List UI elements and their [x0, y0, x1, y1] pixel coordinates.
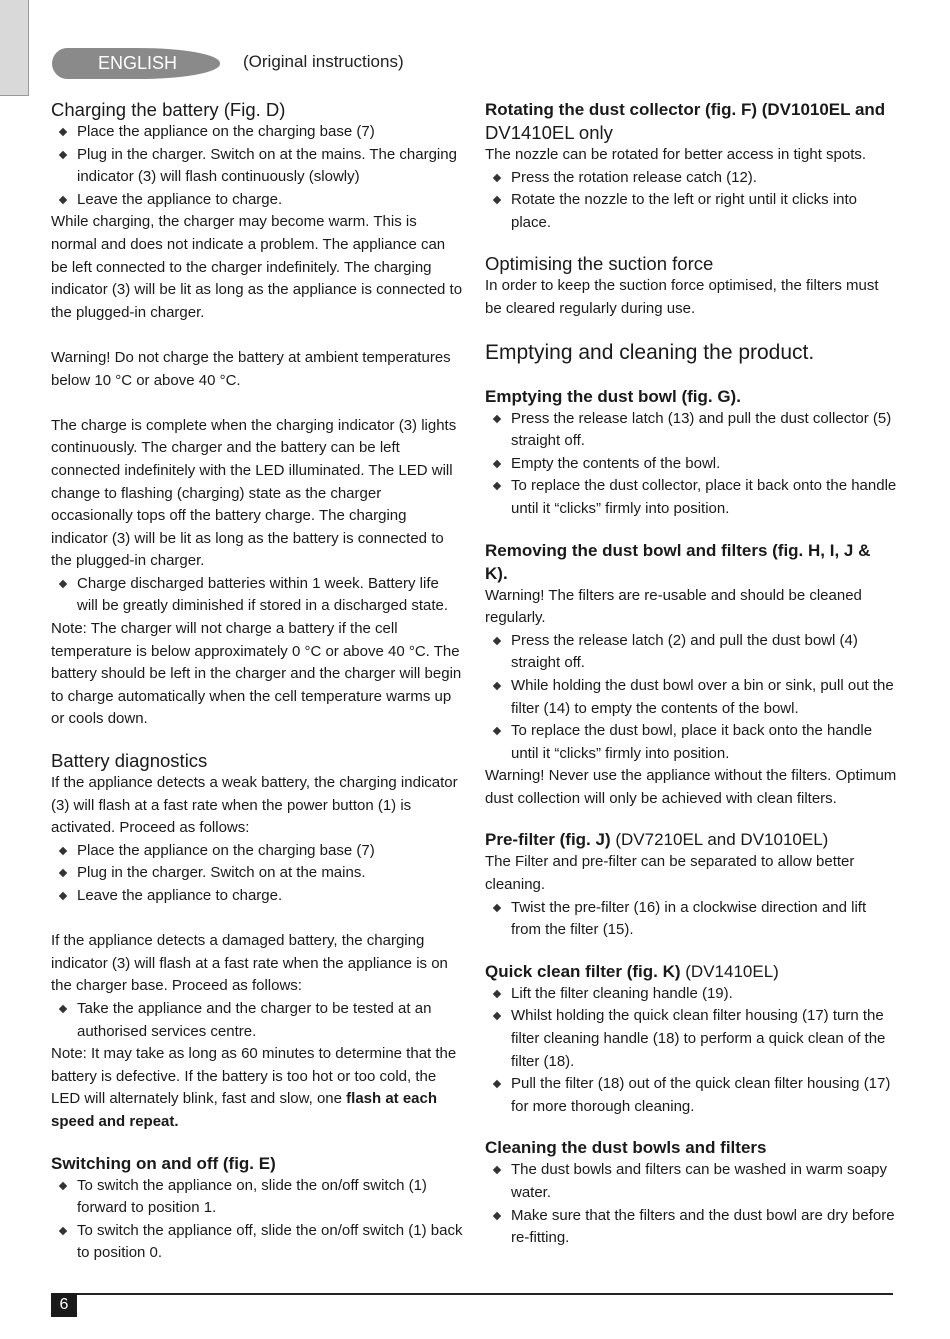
list-item: While holding the dust bowl over a bin or sink, pull out the filter (14) to empty the contents of the bowl. [485, 675, 897, 720]
diagnostics-steps-1 [51, 840, 463, 908]
warning-text: Do not charge the battery at ambient temperatures below 10 °C or above 40 °C. [51, 348, 451, 389]
note-charger: Note: The charger will not charge a battery if the cell temperature is below approximately 0 °C or above 40 °C. The battery should be left in the charger and the charger will begin to charge automatically when the cell temperature warms up or cools down. [51, 620, 462, 728]
original-instructions-label: (Original instructions) [243, 52, 404, 71]
quick-clean-title [485, 960, 897, 983]
complete-steps [51, 573, 463, 618]
prefilter-paragraph: The Filter and pre-filter can be separated to allow better cleaning. [485, 853, 855, 894]
list-item: Leave the appliance to charge. [51, 885, 463, 908]
prefilter-title-models: (DV7210EL and DV1010EL) [610, 830, 829, 850]
list-item: To replace the dust collector, place it back onto the handle until it “clicks” firmly into position. [485, 475, 897, 520]
list-item: The dust bowls and filters can be washed in warm soapy water. [485, 1159, 897, 1204]
warning-label: Warning! [51, 348, 111, 366]
optimising-title: Optimising the suction force [485, 253, 714, 275]
list-item: Press the rotation release catch (12). [485, 167, 897, 190]
removing-warning-2-label: Warning! [485, 767, 545, 785]
right-column [485, 98, 897, 1250]
warning-paragraph [51, 347, 463, 392]
list-item: Charge discharged batteries within 1 week. Battery life will be greatly diminished if stored in a discharged state. [51, 573, 463, 618]
list-item: To switch the appliance off, slide the on/off switch (1) back to position 0. [51, 1220, 463, 1265]
removing-warning-2-text: Never use the appliance without the filters. Optimum dust collection will only be achieved with clean filters. [485, 767, 897, 807]
charging-steps [51, 121, 463, 211]
cleaning-steps [485, 1159, 897, 1249]
charging-paragraph: While charging, the charger may become warm. This is normal and does not indicate a problem. The appliance can be left connected to the charger indefinitely. The charging indicator (3) will be lit as long as the appliance is connected to the plugged-in charger. [51, 213, 463, 321]
list-item: Leave the appliance to charge. [51, 189, 463, 212]
footer-rule [51, 1293, 893, 1295]
note-defective-text: Note: It may take as long as 60 minutes to determine that the battery is defective. If the battery is too hot or too cold, the LED will alternately blink, fast and slow, one [51, 1045, 457, 1108]
list-item: Press the release latch (13) and pull the dust collector (5) straight off. [485, 408, 897, 453]
list-item: Plug in the charger. Switch on at the mains. [51, 862, 463, 885]
cleaning-title: Cleaning the dust bowls and filters [485, 1138, 767, 1158]
charging-title: Charging the battery (Fig. D) [51, 99, 286, 120]
removing-warning [485, 585, 897, 630]
quick-clean-steps [485, 983, 897, 1119]
side-tab [0, 0, 29, 96]
list-item: To switch the appliance on, slide the on/off switch (1) forward to position 1. [51, 1175, 463, 1220]
list-item: Take the appliance and the charger to be tested at an authorised services centre. [51, 998, 463, 1043]
list-item: Twist the pre-filter (16) in a clockwise direction and lift from the filter (15). [485, 897, 897, 942]
dust-bowl-title: Emptying the dust bowl (fig. G). [485, 386, 741, 406]
diagnostics-title: Battery diagnostics [51, 750, 208, 772]
emptying-title: Emptying and cleaning the product. [485, 340, 815, 364]
list-item: Empty the contents of the bowl. [485, 453, 897, 476]
list-item: Press the release latch (2) and pull the dust bowl (4) straight off. [485, 630, 897, 675]
list-item: Lift the filter cleaning handle (19). [485, 983, 897, 1006]
list-item: Whilst holding the quick clean filter housing (17) turn the filter cleaning handle (18) to perform a quick clean of the filter (18). [485, 1005, 897, 1073]
removing-title: Removing the dust bowl and filters (fig. H, I, J & K). [485, 540, 871, 583]
switching-steps [51, 1175, 463, 1265]
left-column [51, 98, 463, 1265]
removing-warning-2 [485, 765, 897, 810]
list-item: Pull the filter (18) out of the quick clean filter housing (17) for more thorough cleaning. [485, 1073, 897, 1118]
language-label: ENGLISH [52, 48, 220, 79]
list-item: Place the appliance on the charging base (7) [51, 121, 463, 144]
rotate-steps [485, 167, 897, 235]
list-item: Rotate the nozzle to the left or right until it clicks into place. [485, 189, 897, 234]
diagnostics-paragraph-1: If the appliance detects a weak battery, the charging indicator (3) will flash at a fast rate when the power button (1) is activated. Proceed as follows: [51, 774, 458, 837]
prefilter-steps [485, 897, 897, 942]
prefilter-title-bold: Pre-filter (fig. J) [485, 830, 611, 850]
prefilter-title [485, 828, 897, 851]
quick-clean-title-bold: Quick clean filter (fig. K) [485, 961, 681, 981]
note-defective [51, 1043, 463, 1133]
quick-clean-title-model: (DV1410EL) [680, 961, 779, 981]
rotate-title: Rotating the dust collector (fig. F) (DV1010EL and [485, 100, 886, 119]
list-item: Plug in the charger. Switch on at the mains. The charging indicator (3) will flash continuously (slowly) [51, 144, 463, 189]
list-item: Make sure that the filters and the dust bowl are dry before re-fitting. [485, 1205, 897, 1250]
diagnostics-paragraph-2: If the appliance detects a damaged battery, the charging indicator (3) will flash at a fast rate when the appliance is on the charger base. Proceed as follows: [51, 932, 448, 995]
complete-paragraph: The charge is complete when the charging indicator (3) lights continuously. The charger and the battery can be left connected indefinitely with the LED illuminated. The LED will change to flashing (charging) state as the charger occasionally tops off the battery charge. The charging indicator (3) will be lit as long as the battery is connected to the plugged-in charger. [51, 416, 457, 570]
rotate-paragraph: The nozzle can be rotated for better access in tight spots. [485, 146, 867, 163]
optimising-paragraph: In order to keep the suction force optimised, the filters must be cleared regularly during use. [485, 277, 879, 317]
removing-warning-text: The filters are re-usable and should be cleaned regularly. [485, 586, 862, 627]
list-item: Place the appliance on the charging base (7) [51, 840, 463, 863]
note-defective-bold: flash at each speed and repeat. [51, 1090, 438, 1130]
removing-steps [485, 630, 897, 766]
diagnostics-steps-2 [51, 998, 463, 1043]
list-item: To replace the dust bowl, place it back onto the handle until it “clicks” firmly into position. [485, 720, 897, 765]
switching-title: Switching on and off (fig. E) [51, 1153, 276, 1173]
removing-warning-label: Warning! [485, 586, 545, 604]
dust-bowl-steps [485, 408, 897, 521]
page-number: 6 [51, 1293, 77, 1317]
rotate-title-line-2: DV1410EL only [485, 122, 613, 143]
